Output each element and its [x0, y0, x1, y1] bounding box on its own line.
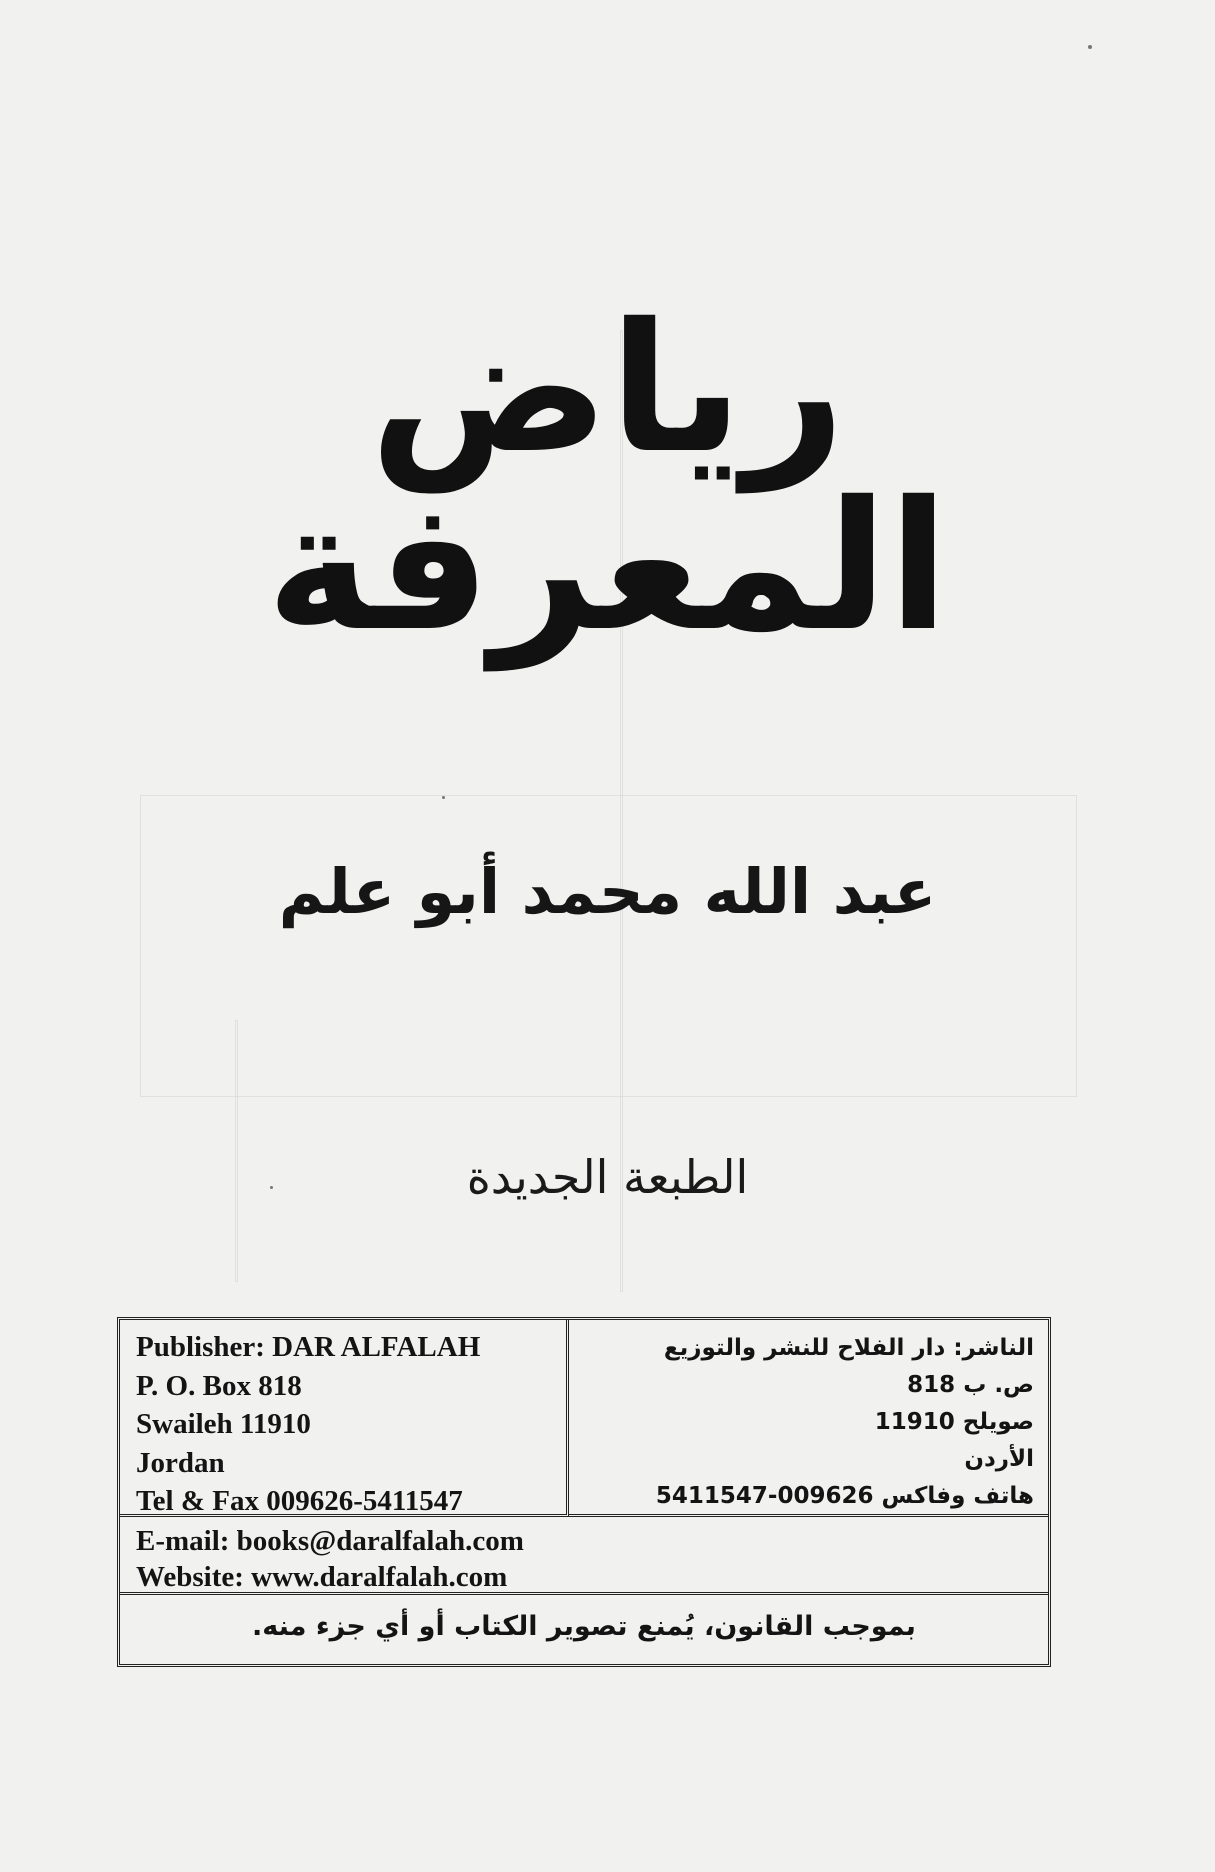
paper-speck [1088, 45, 1092, 49]
publisher-ar-line: الأردن [964, 1446, 1034, 1472]
paper-speck [270, 1186, 273, 1189]
publisher-ar-line: الناشر: دار الفلاح للنشر والتوزيع [663, 1335, 1034, 1361]
website-text: Website: www.daralfalah.com [136, 1561, 508, 1593]
publisher-en-line: P. O. Box 818 [136, 1369, 302, 1402]
book-title: رياض المعرفة [266, 285, 949, 670]
copyright-notice: بموجب القانون، يُمنع تصوير الكتاب أو أي جزء منه. [252, 1611, 916, 1642]
publisher-info-box [117, 1317, 1051, 1667]
ghost-table-bleed [140, 795, 1077, 1097]
paper-speck [442, 796, 445, 799]
email-text: E-mail: books@daralfalah.com [136, 1525, 524, 1557]
publisher-en-line: Jordan [136, 1446, 225, 1479]
publisher-ar-line: ص. ب 818 [907, 1372, 1034, 1398]
author-name: عبد الله محمد أبو علم [278, 855, 937, 928]
publisher-en-line: Swaileh 11910 [136, 1408, 311, 1440]
publisher-arabic [569, 1320, 1048, 1517]
publisher-ar-line: صويلح 11910 [874, 1409, 1034, 1435]
contact-info [120, 1517, 1048, 1595]
publisher-ar-line: هاتف وفاكس 009626-5411547 [655, 1483, 1034, 1509]
edition-label: الطبعة الجديدة [466, 1150, 749, 1204]
publisher-en-line: Tel & Fax 009626-5411547 [136, 1485, 463, 1517]
publisher-en-line: Publisher: DAR ALFALAH [136, 1331, 481, 1363]
publisher-english [120, 1320, 569, 1517]
